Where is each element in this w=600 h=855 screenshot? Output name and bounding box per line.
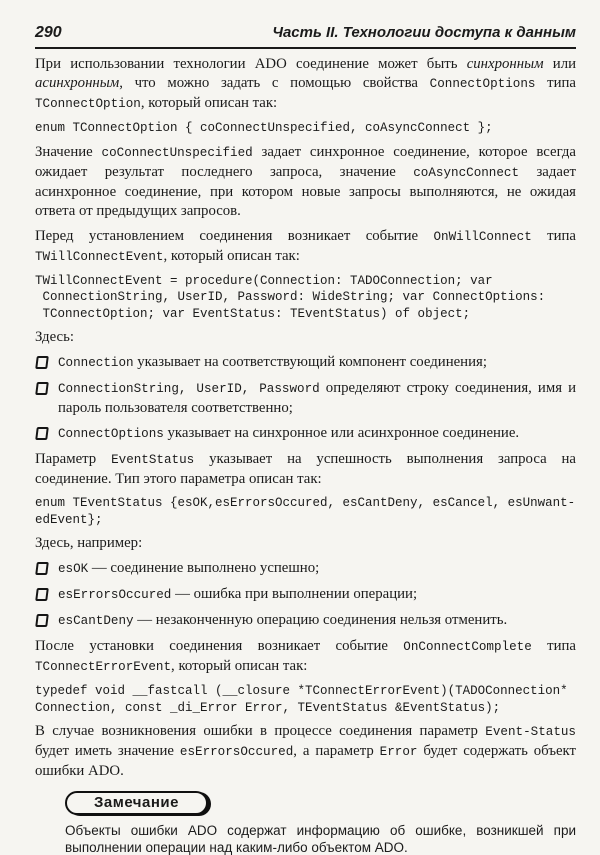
paragraph <box>35 450 576 489</box>
inline-code: esErrorsOccured <box>179 745 294 759</box>
paragraph <box>35 637 576 677</box>
text-segment: Значение <box>35 143 102 160</box>
bullet-item <box>35 353 576 373</box>
note-text: Объекты ошибки ADO содержат информацию об ошибке, возникшей при выполнении операции над каким-либо объектом ADO. <box>65 823 576 855</box>
text-segment: задает синхронное соединение, которое всегда ожидает результат последнего запроса, значение <box>35 143 576 180</box>
code-line: Connection, const _di_Error Error, TEventStatus &EventStatus); <box>35 700 501 715</box>
text-segment: или <box>543 56 576 72</box>
inline-code: Error <box>379 745 418 759</box>
text-segment: — ошибка при выполнении операции; <box>171 586 418 602</box>
inline-code: coConnectUnspecified <box>101 145 253 160</box>
inline-code: ConnectOptions <box>58 427 164 441</box>
paragraph <box>35 143 576 221</box>
text-segment: указывает на синхронное или асинхронное соединение. <box>163 425 520 441</box>
code-line: typedef void __fastcall (__closure *TConnectErrorEvent)(TADOConnection* <box>35 684 568 698</box>
code-line: TConnectOption; var EventStatus: TEventStatus) of object; <box>35 306 471 321</box>
inline-code: ConnectOptions <box>429 77 536 91</box>
text-segment: будет иметь значение <box>35 743 180 759</box>
text-segment: , а параметр <box>293 743 380 759</box>
text-segment: указывает на соответствующий компонент соединения; <box>133 354 487 370</box>
code-line: enum TConnectOption { coConnectUnspecified, coAsyncConnect }; <box>35 121 493 135</box>
bullet-item <box>35 424 576 444</box>
inline-code: TConnectOption <box>35 97 141 111</box>
inline-code: ConnectionString, UserID, Password <box>58 382 320 396</box>
paragraph <box>35 227 576 267</box>
text-segment: , который описан так: <box>163 247 300 264</box>
code-block <box>35 120 576 137</box>
code-block <box>35 683 576 716</box>
text-segment-italic: асинхронным <box>35 75 120 91</box>
checkbox-bullet-icon <box>35 356 49 369</box>
code-block <box>35 495 576 528</box>
text-segment: , который описан так: <box>171 658 308 674</box>
text-segment: задает асинхронное соединение, при котором новые запросы выполняются, не ожидая ответа от предыдущих запросов. <box>35 163 576 219</box>
page-header <box>35 24 576 49</box>
inline-code: TWillConnectEvent <box>35 249 164 264</box>
inline-code: EventStatus <box>111 453 195 467</box>
text-segment: указывает на успешность выполнения запроса на соединение. Тип этого параметра описан так: <box>35 451 576 487</box>
checkbox-bullet-icon <box>35 614 49 627</box>
inline-code: esErrorsOccured <box>58 588 172 602</box>
text-segment-italic: синхронным <box>466 56 544 72</box>
chapter-title: Часть II. Технологии доступа к данным <box>272 24 576 41</box>
checkbox-bullet-icon <box>35 588 49 601</box>
text-segment: , что можно задать с помощью свойства <box>119 75 430 91</box>
text-segment: Перед установлением соединения возникает событие <box>35 227 434 244</box>
note-label-pill <box>65 791 208 815</box>
inline-code: coAsyncConnect <box>413 165 520 180</box>
note-label: Замечание <box>94 794 179 811</box>
text-segment: типа <box>535 75 576 91</box>
code-line: ConnectionString, UserID, Password: WideString; var ConnectOptions: <box>35 290 546 304</box>
inline-code: TConnectErrorEvent <box>35 660 172 674</box>
bullet-item <box>35 379 576 418</box>
text-segment: типа <box>531 638 576 654</box>
text-segment: После установки соединения возникает событие <box>35 638 404 654</box>
paragraph <box>35 722 576 781</box>
text-segment: При использовании технологии ADO соединение может быть <box>35 56 467 72</box>
text-segment: определяют строку соединения, имя и пароль пользователя соответственно; <box>58 380 576 416</box>
checkbox-bullet-icon <box>35 427 49 440</box>
paragraph <box>35 55 576 114</box>
text-segment: Здесь, например: <box>35 535 143 551</box>
text-segment: — незаконченную операцию соединения нельзя отменить. <box>133 612 508 628</box>
bullet-item <box>35 559 576 579</box>
paragraph <box>35 328 576 347</box>
inline-code: Event-Status <box>485 725 576 739</box>
inline-code: OnConnectComplete <box>403 640 532 654</box>
text-segment: , который описан так: <box>140 95 278 111</box>
code-line: edEvent}; <box>35 512 103 527</box>
text-segment: будет содержать объект ошибки ADO. <box>35 743 576 779</box>
bullet-item <box>35 585 576 605</box>
bullet-item <box>35 611 576 631</box>
text-segment: Здесь: <box>35 329 74 345</box>
text-segment: типа <box>531 227 577 244</box>
text-segment: — соединение выполнено успешно; <box>88 560 320 576</box>
checkbox-bullet-icon <box>35 562 49 575</box>
code-line: TWillConnectEvent = procedure(Connection: TADOConnection; var <box>35 273 493 288</box>
page-content <box>35 55 576 855</box>
inline-code: OnWillConnect <box>433 229 532 244</box>
code-line: enum TEventStatus {esOK,esErrorsOccured, esCantDeny, esCancel, esUnwant- <box>35 496 576 510</box>
inline-code: Connection <box>58 356 134 370</box>
inline-code: esOK <box>58 562 89 576</box>
text-segment: В случае возникновения ошибки в процессе соединения параметр <box>35 723 486 739</box>
checkbox-bullet-icon <box>35 382 49 395</box>
inline-code: esCantDeny <box>58 614 134 628</box>
note-callout <box>35 781 576 855</box>
page-number: 290 <box>35 24 62 41</box>
paragraph <box>35 534 576 553</box>
text-segment: Параметр <box>35 451 112 467</box>
code-block <box>35 273 576 323</box>
